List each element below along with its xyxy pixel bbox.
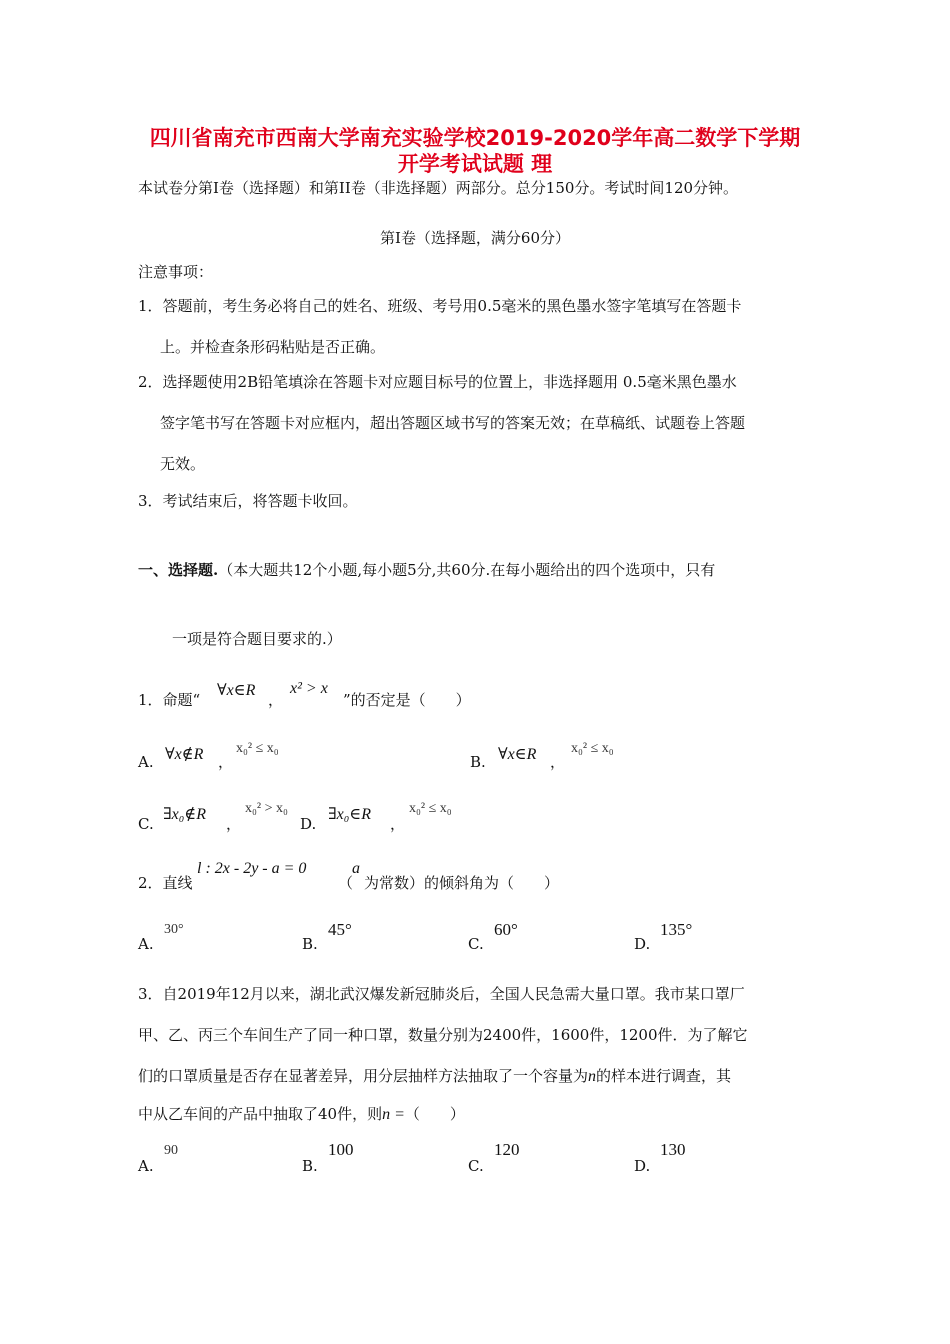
q3-option-b-label: B. xyxy=(302,1157,318,1175)
section-1-description: （本大题共12个小题,每小题5分,共60分.在每小题给出的四个选项中，只有 xyxy=(218,561,716,579)
q3-n-equals: n = xyxy=(382,1106,405,1123)
q1-option-b-comma: ， xyxy=(550,753,566,771)
q1-option-b-math-2: x₀² ≤ x₀ xyxy=(571,741,614,756)
q1-comma: ， xyxy=(268,691,284,709)
q2-option-a-value: 30° xyxy=(164,922,184,937)
q2-option-c-value: 60° xyxy=(494,920,518,939)
note-1-line-1: 1．答题前，考生务必将自己的姓名、班级、考号用0.5毫米的黑色墨水签字笔填写在答题卡 xyxy=(138,297,742,315)
q3-option-a-value: 90 xyxy=(164,1143,178,1158)
q3-line-1: 3．自2019年12月以来，湖北武汉爆发新冠肺炎后，全国人民急需大量口罩。我市某口罩厂 xyxy=(138,985,745,1003)
q1-option-c-comma: ， xyxy=(226,815,242,833)
note-2-line-2: 签字笔书写在答题卡对应框内，超出答题区域书写的答案无效；在草稿纸、试题卷上答题 xyxy=(160,414,746,432)
q3-option-d-label: D. xyxy=(634,1157,651,1175)
q1-option-b-math-1: ∀x∈R xyxy=(498,746,537,763)
q2-option-d-value: 135° xyxy=(660,920,693,939)
q2-constant-a: a xyxy=(352,860,360,877)
q3-option-c-label: C. xyxy=(468,1157,484,1175)
q1-option-d-comma: ， xyxy=(390,815,406,833)
note-2-line-1: 2．选择题使用2B铅笔填涂在答题卡对应题目标号的位置上，非选择题用 0.5毫米黑色墨水 xyxy=(138,373,737,391)
q2-option-d-label: D. xyxy=(634,935,651,953)
note-3: 3．考试结束后，将答题卡收回。 xyxy=(138,492,358,510)
intro-text: 本试卷分第Ⅰ卷（选择题）和第II卷（非选择题）两部分。总分150分。考试时间120分钟。 xyxy=(138,179,739,197)
q2-stem-pre: 2．直线 xyxy=(138,874,193,892)
q2-paren-open: （ xyxy=(338,874,354,892)
title-line-1: 四川省南充市西南大学南充实验学校2019-2020学年高二数学下学期 xyxy=(149,126,801,150)
q1-option-a-label: A. xyxy=(138,753,154,771)
q1-option-b-label: B. xyxy=(470,753,486,771)
q3-line-3-a: 们的口罩质量是否存在显著差异，用分层抽样方法抽取了一个容量为 xyxy=(138,1067,589,1085)
q1-option-d-math-1: ∃x₀∈R xyxy=(328,806,371,823)
q3-line-4-b: （ ） xyxy=(404,1105,465,1123)
q2-option-b-label: B. xyxy=(302,935,318,953)
q1-stem-post: ”的否定是（ ） xyxy=(343,691,471,709)
q3-var-n: n xyxy=(588,1068,597,1085)
q1-option-a-comma: ， xyxy=(218,753,234,771)
q1-option-a-math-2: x₀² ≤ x₀ xyxy=(236,741,279,756)
q2-option-b-value: 45° xyxy=(328,920,352,939)
q1-option-d-math-2: x₀² ≤ x₀ xyxy=(409,801,452,816)
title-line-2: 开学考试试题 理 xyxy=(397,152,553,176)
q1-option-c-label: C. xyxy=(138,815,154,833)
q1-option-d-label: D. xyxy=(300,815,317,833)
q1-option-a-math-1: ∀x∉R xyxy=(165,746,204,763)
q2-option-c-label: C. xyxy=(468,935,484,953)
section-1-description-cont: 一项是符合题目要求的.） xyxy=(172,630,342,648)
q1-math-ineq: x² > x xyxy=(290,680,328,697)
q2-equation: l : 2x - 2y - a = 0 xyxy=(197,860,307,877)
section-1-heading: 一、选择题. xyxy=(138,561,219,579)
q3-option-b-value: 100 xyxy=(328,1140,354,1159)
q3-line-3-b: 的样本进行调查，其 xyxy=(596,1067,732,1085)
notes-heading: 注意事项： xyxy=(138,263,214,281)
q1-math-forall: ∀x∈R xyxy=(217,682,256,699)
q1-option-c-math-1: ∃x₀∉R xyxy=(163,806,206,823)
q3-option-c-value: 120 xyxy=(494,1140,520,1159)
note-2-line-3: 无效。 xyxy=(160,455,206,473)
part1-title: 第Ⅰ卷（选择题，满分60分） xyxy=(379,229,570,247)
note-1-line-2: 上。并检查条形码粘贴是否正确。 xyxy=(160,338,386,356)
q1-option-c-math-2: x₀² > x₀ xyxy=(245,801,288,816)
q3-option-a-label: A. xyxy=(138,1157,154,1175)
q3-option-d-value: 130 xyxy=(660,1140,686,1159)
q3-line-2: 甲、乙、丙三个车间生产了同一种口罩，数量分别为2400件，1600件，1200件．为了解它 xyxy=(138,1026,748,1044)
q2-stem-post: 为常数）的倾斜角为（ ） xyxy=(364,874,560,892)
q1-stem-pre: 1．命题“ xyxy=(138,691,201,709)
q2-option-a-label: A. xyxy=(138,935,154,953)
q3-line-4-a: 中从乙车间的产品中抽取了40件，则 xyxy=(138,1105,383,1123)
